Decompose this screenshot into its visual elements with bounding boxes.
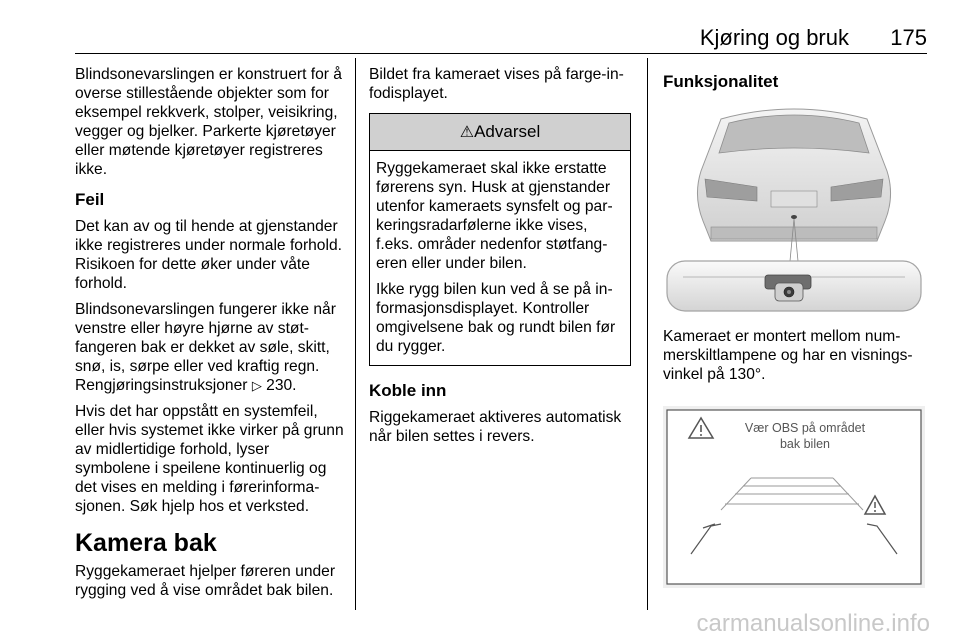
warning-triangle-icon: ⚠ bbox=[459, 124, 475, 141]
arrow-ref-icon: ▷ bbox=[251, 378, 262, 393]
column-divider bbox=[647, 58, 648, 610]
page-header bbox=[75, 22, 927, 52]
column-1 bbox=[75, 65, 347, 607]
warning-title: Advarsel bbox=[474, 122, 541, 141]
paragraph: Blindsonevarslingen er konstruert for å overse stillestående objekter som for eksempel rekkverk, stolper, veisikring, vegger og bjelker. Parkerte kjøretøyer eller møtende kjøretøyer registreres ikke. bbox=[75, 66, 342, 178]
heading-feil: Feil bbox=[75, 190, 105, 209]
display-message-line1: Vær OBS på området bbox=[744, 421, 866, 435]
paragraph: Hvis det har oppstått en systemfeil, eller hvis systemet ikke virker på grunn av midlertidige forhold, lyser symbolene i speilene kontinuerlig og det vises en melding i førerinformasjonen. Søk hjelp hos et verksted. bbox=[75, 403, 344, 515]
warning-body bbox=[370, 151, 630, 365]
warning-paragraph: Ryggekameraet skal ikke erstatte førerens syn. Husk at gjenstander utenfor kameraets synsfelt og parkeringsradarfølerne ikke vises, f.eks. områder nedenfor støtfangeren eller under bilen. bbox=[376, 160, 613, 272]
column-2 bbox=[369, 65, 631, 453]
warning-paragraph: Ikke rygg bilen kun ved å se på informasjonsdisplayet. Kontroller omgivelsene bak og rundt bilen før du rygger. bbox=[376, 281, 616, 355]
paragraph: Kameraet er montert mellom nummerskiltlampene og har en visningsvinkel på 130°. bbox=[663, 328, 913, 383]
warning-header bbox=[370, 114, 630, 151]
warning-box bbox=[369, 113, 631, 366]
column-3 bbox=[663, 65, 927, 588]
paragraph: Riggekameraet aktiveres automatisk når bilen settes i revers. bbox=[369, 409, 622, 445]
header-rule bbox=[75, 53, 927, 54]
heading-koble-inn: Koble inn bbox=[369, 381, 447, 400]
paragraph-text: Blindsonevarslingen fungerer ikke når venstre eller høyre hjørne av støtfangeren bak er dekket av søle, skitt, snø, is, sørpe eller ved kraftig regn. Rengjøringsinstruksjoner bbox=[75, 301, 336, 394]
display-message-line2: bak bilen bbox=[779, 437, 831, 451]
camera-display-illustration bbox=[663, 406, 925, 588]
paragraph: Ryggekameraet hjelper føreren under rygging ved å vise området bak bilen. bbox=[75, 563, 336, 599]
heading-funksjonalitet: Funksjonalitet bbox=[663, 72, 779, 91]
section-title: Kjøring og bruk bbox=[699, 25, 849, 50]
watermark: carmanualsonline.info bbox=[696, 610, 930, 637]
car-rear-camera-illustration bbox=[663, 101, 925, 319]
column-divider bbox=[355, 58, 356, 610]
heading-kamera-bak: Kamera bak bbox=[75, 529, 217, 557]
page-reference-link[interactable]: 230. bbox=[266, 377, 297, 394]
paragraph bbox=[75, 300, 347, 395]
paragraph: Det kan av og til hende at gjenstander ikke registreres under normale forhold. Risikoen for dette øker under våte forhold. bbox=[75, 218, 342, 292]
page-number: 175 bbox=[890, 25, 927, 50]
paragraph: Bildet fra kameraet vises på farge-infodisplayet. bbox=[369, 66, 624, 102]
